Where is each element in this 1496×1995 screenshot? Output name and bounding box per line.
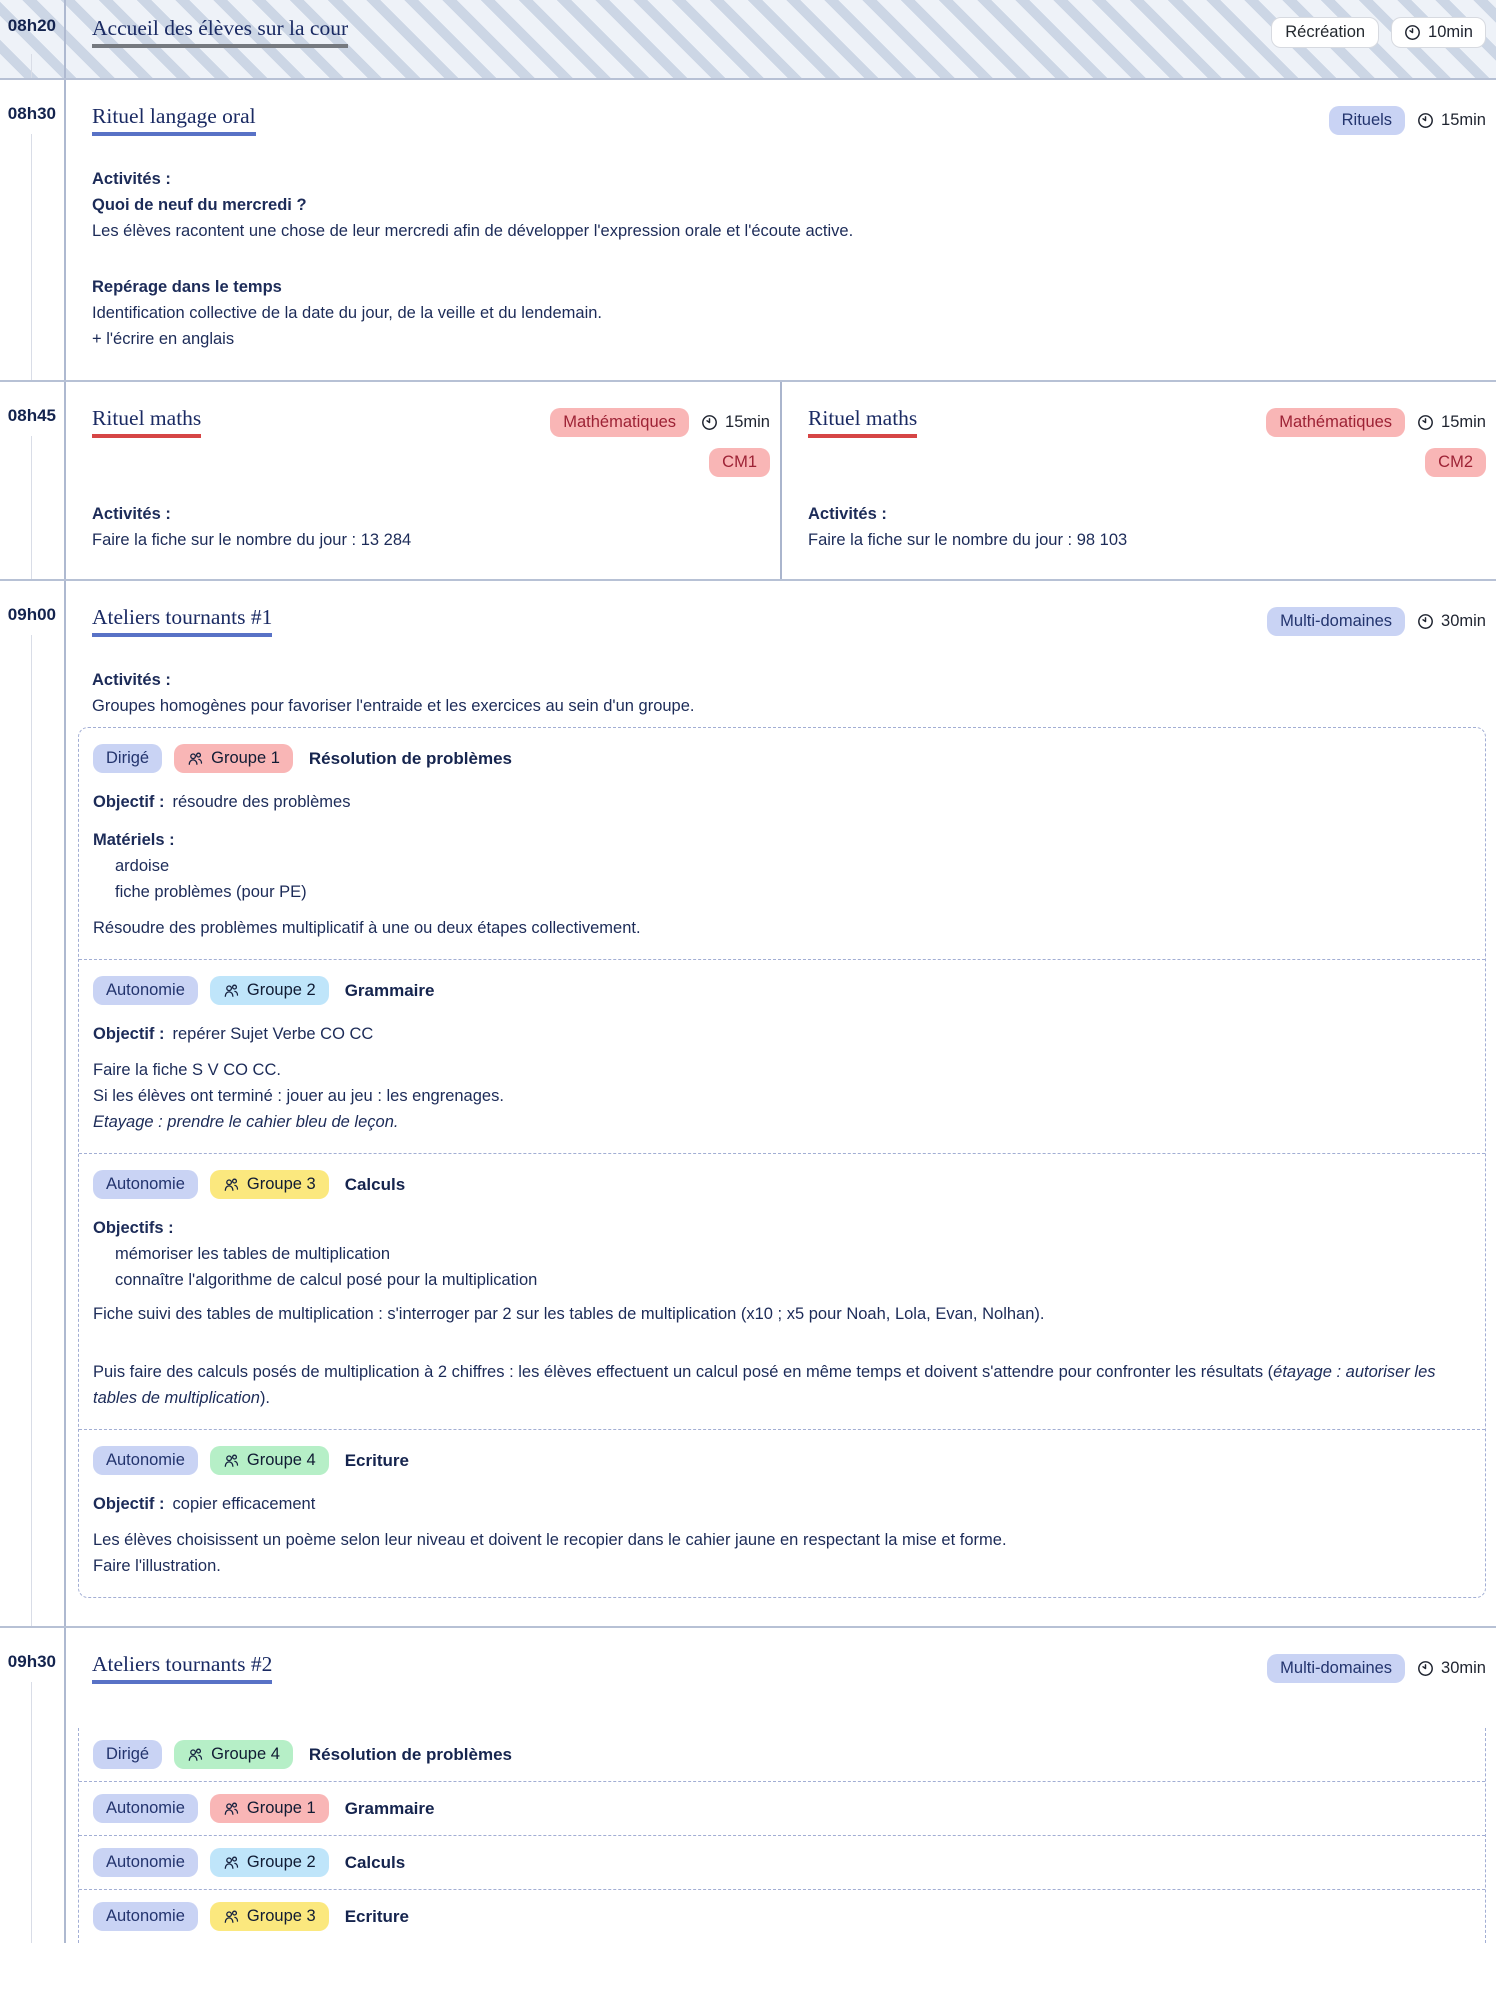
group-badge — [174, 744, 293, 773]
clock-icon — [1417, 613, 1434, 630]
group-subject: Résolution de problèmes — [308, 748, 512, 768]
objective-line — [93, 789, 1471, 815]
schedule-block-0830 — [0, 78, 1496, 380]
group-subject: Calculs — [344, 1852, 406, 1872]
objective-line — [93, 1021, 1471, 1047]
group-section-3 — [79, 1153, 1485, 1429]
activities-label: Activités : — [92, 671, 171, 689]
group-body — [93, 1215, 1471, 1411]
block-content — [66, 0, 1496, 78]
activities-section — [808, 501, 1486, 553]
group-subject: Résolution de problèmes — [308, 1744, 512, 1764]
block-title-row — [92, 382, 770, 438]
clock-icon — [701, 414, 718, 431]
mode-badge: Autonomie — [93, 1170, 198, 1199]
mode-badge: Autonomie — [93, 1446, 198, 1475]
duration-text: 10min — [1428, 22, 1473, 41]
time-gutter — [0, 80, 66, 380]
group-subject: Grammaire — [344, 980, 435, 1000]
group-section-2 — [79, 959, 1485, 1153]
objective-label: Objectif : — [93, 1495, 165, 1513]
group-subject: Ecriture — [344, 1906, 409, 1926]
group-paragraph: Les élèves choisissent un poème selon leur niveau et doivent le recopier dans le cahier jaune en respectant la mise et forme. — [93, 1531, 1007, 1549]
block-content — [66, 1628, 1496, 1943]
group-body — [93, 1021, 1471, 1135]
category-badge: Rituels — [1329, 106, 1405, 135]
group-badge — [210, 1848, 329, 1877]
activities-section — [92, 667, 1486, 719]
group-paragraph: Résoudre des problèmes multiplicatif à une ou deux étapes collectivement. — [93, 919, 641, 937]
category-badge: Mathématiques — [1266, 408, 1405, 437]
group-paragraph: Fiche suivi des tables de multiplication : s'interroger par 2 sur les tables de multiplication (x10 ; x5 pour Noah, Lola, Evan, Nolhan). — [93, 1305, 1045, 1323]
group-badge — [210, 1902, 329, 1931]
group-paragraph-italic: Etayage : prendre le cahier bleu de leçon. — [93, 1113, 399, 1131]
workshop-rotation-list — [78, 1728, 1486, 1943]
objective-label: Objectif : — [93, 1025, 165, 1043]
duration-text: 15min — [725, 412, 770, 431]
users-icon — [187, 751, 203, 767]
mode-badge: Dirigé — [93, 1740, 162, 1769]
users-icon — [187, 1747, 203, 1763]
schedule-block-0900 — [0, 579, 1496, 1626]
clock-icon — [1417, 112, 1434, 129]
rotation-row — [79, 1781, 1485, 1835]
mode-badge: Autonomie — [93, 1794, 198, 1823]
activity-paragraph-title: Repérage dans le temps — [92, 278, 282, 296]
timeline-tick — [31, 54, 32, 78]
timeline-tick — [31, 635, 32, 1626]
parallel-columns — [66, 382, 1496, 579]
group-badge-label: Groupe 3 — [246, 1907, 316, 1925]
group-badge-label: Groupe 2 — [246, 1853, 316, 1871]
activities-label: Activités : — [92, 170, 171, 188]
objective-text: repérer Sujet Verbe CO CC — [172, 1025, 374, 1043]
activity-title-link[interactable]: Rituel maths — [92, 406, 201, 438]
objective-label: Objectif : — [93, 793, 165, 811]
category-badge: Multi-domaines — [1267, 607, 1405, 636]
group-subject: Grammaire — [344, 1798, 435, 1818]
category-badge: Récréation — [1271, 17, 1379, 48]
level-badge: CM2 — [1425, 448, 1486, 477]
schedule-block-0820 — [0, 0, 1496, 78]
group-paragraph: Si les élèves ont terminé : jouer au jeu : les engrenages. — [93, 1087, 504, 1105]
rotation-row — [79, 1889, 1485, 1943]
time-label: 08h30 — [7, 104, 56, 123]
material-item: ardoise — [115, 857, 170, 875]
time-gutter — [0, 382, 66, 579]
time-gutter — [0, 581, 66, 1626]
group-header — [93, 1794, 1471, 1823]
mode-badge: Autonomie — [93, 976, 198, 1005]
group-body — [93, 1491, 1471, 1579]
time-label: 08h45 — [7, 406, 56, 425]
rotation-row — [79, 1728, 1485, 1781]
clock-icon — [1404, 24, 1421, 41]
column-cm2 — [780, 382, 1496, 579]
activities-label: Activités : — [808, 505, 887, 523]
materials-label: Matériels : — [93, 831, 175, 849]
timeline-tick — [31, 1682, 32, 1943]
duration-badge — [1417, 413, 1486, 432]
group-badge — [174, 1740, 293, 1769]
objective-line — [93, 1491, 1471, 1517]
group-badge — [210, 976, 329, 1005]
group-section-4 — [79, 1429, 1485, 1597]
block-content — [66, 80, 1496, 380]
duration-text: 30min — [1441, 1658, 1486, 1677]
group-paragraph: Faire la fiche S V CO CC. — [93, 1061, 281, 1079]
users-icon — [223, 1177, 239, 1193]
level-row — [794, 448, 1486, 477]
time-label: 08h20 — [7, 16, 56, 35]
activity-paragraph-title: Quoi de neuf du mercredi ? — [92, 196, 307, 214]
activity-title-link[interactable]: Accueil des élèves sur la cour — [92, 16, 348, 48]
time-gutter — [0, 0, 66, 78]
group-badge — [210, 1794, 329, 1823]
duration-badge — [1391, 17, 1486, 48]
category-badge: Mathématiques — [550, 408, 689, 437]
group-badge — [210, 1446, 329, 1475]
mode-badge: Autonomie — [93, 1902, 198, 1931]
objectives-label: Objectifs : — [93, 1219, 174, 1237]
group-badge-label: Groupe 2 — [246, 981, 316, 999]
duration-text: 15min — [1441, 412, 1486, 431]
etayage-italic: étayage : autoriser les tables de multiplication — [93, 1363, 1436, 1407]
activities-label: Activités : — [92, 505, 171, 523]
objective-item: connaître l'algorithme de calcul posé pour la multiplication — [115, 1271, 538, 1289]
users-icon — [223, 1453, 239, 1469]
group-header — [93, 976, 1471, 1005]
level-row — [78, 448, 770, 477]
group-badge-label: Groupe 1 — [211, 749, 280, 767]
users-icon — [223, 1801, 239, 1817]
mode-badge: Dirigé — [93, 744, 162, 773]
activity-paragraph: Faire la fiche sur le nombre du jour : 13 284 — [92, 531, 412, 549]
group-subject: Ecriture — [344, 1450, 409, 1470]
group-subject: Calculs — [344, 1174, 406, 1194]
group-paragraph: Faire l'illustration. — [93, 1557, 221, 1575]
group-header — [93, 1902, 1471, 1931]
group-badge-label: Groupe 4 — [211, 1745, 280, 1763]
block-title-row — [92, 0, 1486, 78]
activity-paragraph: Groupes homogènes pour favoriser l'entraide et les exercices au sein d'un groupe. — [92, 697, 695, 715]
objective-text: résoudre des problèmes — [172, 793, 351, 811]
activity-title-link[interactable]: Ateliers tournants #1 — [92, 605, 272, 637]
group-header — [93, 744, 1471, 773]
activity-title-link[interactable]: Ateliers tournants #2 — [92, 1652, 272, 1684]
activity-title-link[interactable]: Rituel langage oral — [92, 104, 256, 136]
users-icon — [223, 1909, 239, 1925]
objective-text: copier efficacement — [172, 1495, 316, 1513]
group-badge-label: Groupe 3 — [246, 1175, 316, 1193]
block-title-row — [92, 1628, 1486, 1684]
block-title-row — [808, 382, 1486, 438]
duration-text: 30min — [1441, 611, 1486, 630]
block-title-row — [92, 80, 1486, 136]
activity-paragraph: Les élèves racontent une chose de leur mercredi afin de développer l'expression orale et l'écoute active. — [92, 222, 854, 240]
activities-section — [92, 501, 770, 553]
duration-badge — [1417, 1659, 1486, 1678]
users-icon — [223, 1855, 239, 1871]
group-badge — [210, 1170, 329, 1199]
group-badge-label: Groupe 4 — [246, 1451, 316, 1469]
material-item: fiche problèmes (pour PE) — [115, 883, 307, 901]
group-body — [93, 789, 1471, 941]
group-section-1 — [79, 728, 1485, 959]
duration-badge — [701, 413, 770, 432]
group-header — [93, 1848, 1471, 1877]
group-badge-label: Groupe 1 — [246, 1799, 316, 1817]
activity-paragraph: Faire la fiche sur le nombre du jour : 98 103 — [808, 531, 1128, 549]
activity-paragraph: Identification collective de la date du jour, de la veille et du lendemain. — [92, 304, 602, 322]
activity-title-link[interactable]: Rituel maths — [808, 406, 917, 438]
category-badge: Multi-domaines — [1267, 1654, 1405, 1683]
group-header — [93, 1446, 1471, 1475]
duration-badge — [1417, 111, 1486, 130]
objective-item: mémoriser les tables de multiplication — [115, 1245, 391, 1263]
block-title-row — [92, 581, 1486, 637]
timeline-tick — [31, 436, 32, 579]
level-badge: CM1 — [709, 448, 770, 477]
clock-icon — [1417, 414, 1434, 431]
users-icon — [223, 983, 239, 999]
column-cm1 — [66, 382, 780, 579]
rotation-row — [79, 1835, 1485, 1889]
group-header — [93, 1170, 1471, 1199]
mode-badge: Autonomie — [93, 1848, 198, 1877]
duration-badge — [1417, 612, 1486, 631]
time-label: 09h00 — [7, 605, 56, 624]
group-header — [93, 1740, 1471, 1769]
activities-section — [92, 166, 1486, 352]
time-gutter — [0, 1628, 66, 1943]
schedule-block-0930 — [0, 1626, 1496, 1943]
group-paragraph: Puis faire des calculs posés de multiplication à 2 chiffres : les élèves effectuent un calcul posé en même temps et doivent s'attendre pour confronter les résultats (étayage : autoriser les tables de multiplication). — [93, 1363, 1436, 1407]
time-label: 09h30 — [7, 1652, 56, 1671]
schedule-block-0845 — [0, 380, 1496, 579]
activity-paragraph: + l'écrire en anglais — [92, 330, 235, 348]
workshop-groups-container — [78, 727, 1486, 1598]
block-content — [66, 581, 1496, 1626]
clock-icon — [1417, 1660, 1434, 1677]
duration-text: 15min — [1441, 110, 1486, 129]
timeline-tick — [31, 134, 32, 380]
